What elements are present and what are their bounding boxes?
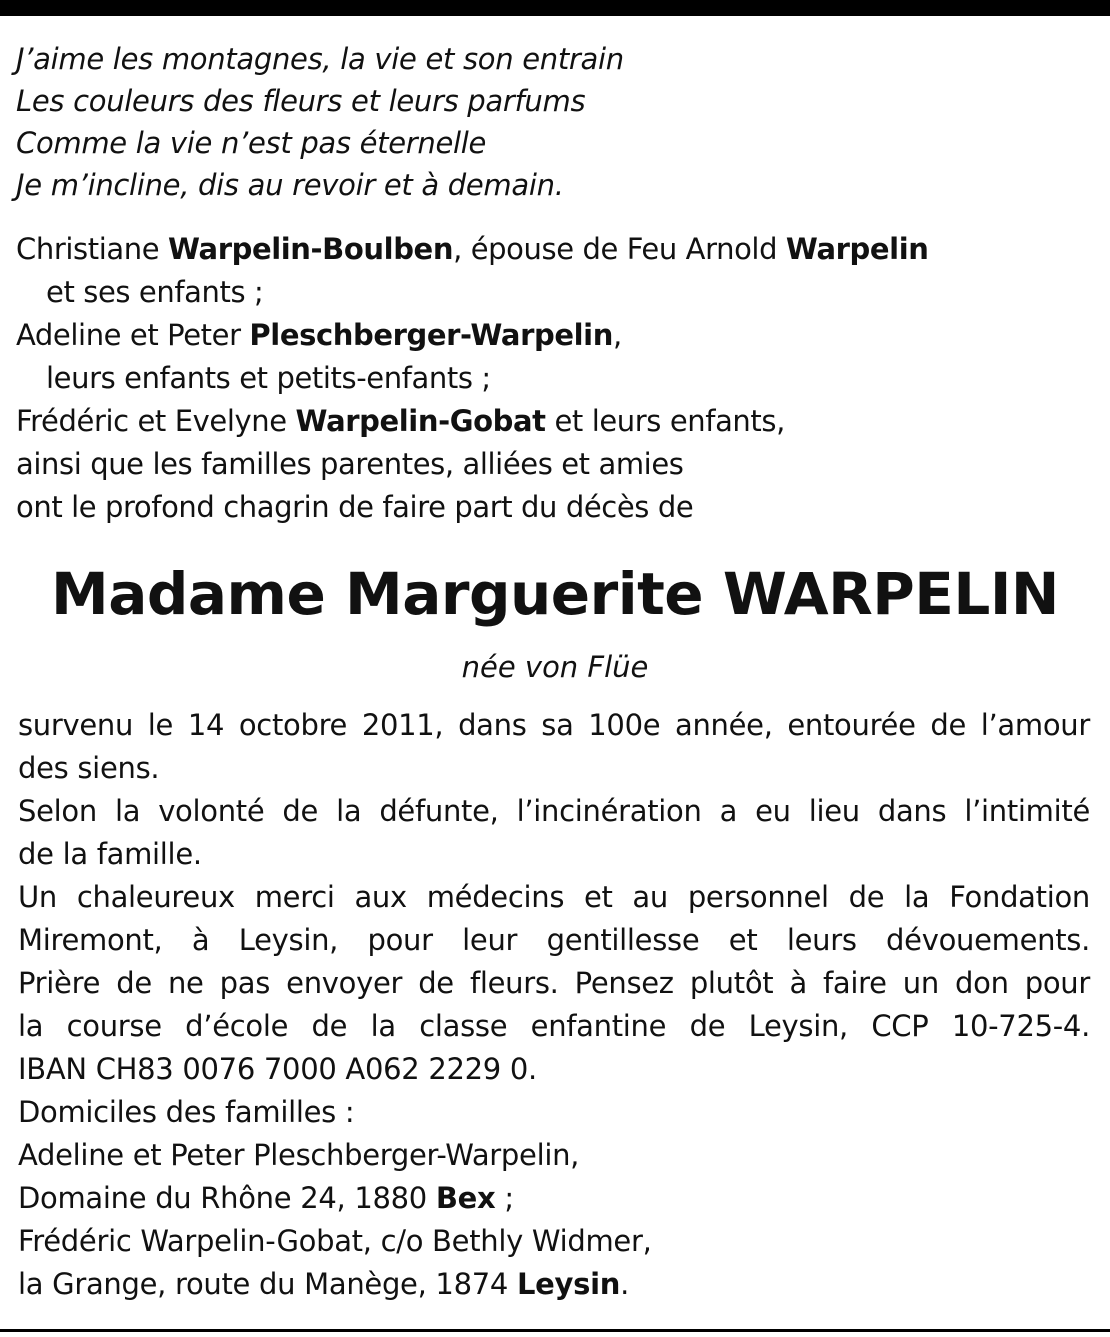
notice-body — [18, 704, 1090, 1306]
surname: Pleschberger-Warpelin — [249, 318, 613, 352]
body-line: des siens. — [18, 751, 160, 785]
top-rule — [0, 0, 1110, 16]
text: . — [620, 1267, 629, 1301]
body-line: Selon la volonté de la défunte, l’incinération a eu lieu dans l’intimité — [18, 794, 1090, 828]
family-line: et ses enfants ; — [46, 275, 264, 309]
text: Frédéric et Evelyne — [16, 404, 296, 438]
family-line: ainsi que les familles parentes, alliées et amies — [16, 447, 684, 481]
body-line: Miremont, à Leysin, pour leur gentillesse et leurs dévouements. — [18, 923, 1090, 957]
maiden-name: née von Flüe — [461, 650, 649, 684]
town: Bex — [435, 1181, 496, 1215]
poem — [16, 38, 1086, 206]
poem-line: J’aime les montagnes, la vie et son entrain — [16, 42, 624, 76]
text: , — [612, 318, 622, 352]
text: Adeline et Peter — [16, 318, 250, 352]
surname: Warpelin — [785, 232, 929, 266]
body-line: la course d’école de la classe enfantine de Leysin, CCP 10-725-4. — [18, 1009, 1090, 1043]
body-line — [18, 1177, 1090, 1220]
family-line: leurs enfants et petits-enfants ; — [46, 361, 491, 395]
family-line: ont le profond chagrin de faire part du décès de — [16, 490, 694, 524]
text: Christiane — [16, 232, 168, 266]
body-line: Prière de ne pas envoyer de fleurs. Pensez plutôt à faire un don pour — [18, 966, 1090, 1000]
text: , épouse de Feu Arnold — [453, 232, 786, 266]
poem-line: Comme la vie n’est pas éternelle — [16, 126, 487, 160]
family-announcement — [16, 228, 1096, 529]
family-line — [16, 400, 1096, 443]
family-line — [16, 228, 1096, 271]
body-line: Un chaleureux merci aux médecins et au personnel de la Fondation — [18, 880, 1090, 914]
poem-line: Les couleurs des fleurs et leurs parfums — [16, 84, 586, 118]
family-line — [16, 314, 1096, 357]
surname: Warpelin-Gobat — [295, 404, 546, 438]
town: Leysin — [516, 1267, 621, 1301]
body-line: Frédéric Warpelin-Gobat, c/o Bethly Widmer, — [18, 1224, 652, 1258]
body-line — [18, 1263, 1090, 1306]
text: la Grange, route du Manège, 1874 — [18, 1267, 517, 1301]
bottom-rule — [0, 1329, 1110, 1332]
body-line: Domiciles des familles : — [18, 1095, 355, 1129]
text: ; — [495, 1181, 514, 1215]
body-line: de la famille. — [18, 837, 202, 871]
body-line: IBAN CH83 0076 7000 A062 2229 0. — [18, 1052, 537, 1086]
deceased-name: Madame Marguerite WARPELIN — [51, 560, 1059, 628]
poem-line: Je m’incline, dis au revoir et à demain. — [16, 168, 564, 202]
text: et leurs enfants, — [545, 404, 785, 438]
text: Domaine du Rhône 24, 1880 — [18, 1181, 436, 1215]
surname: Warpelin-Boulben — [167, 232, 454, 266]
body-line: survenu le 14 octobre 2011, dans sa 100e année, entourée de l’amour — [18, 708, 1090, 742]
body-line: Adeline et Peter Pleschberger-Warpelin, — [18, 1138, 580, 1172]
